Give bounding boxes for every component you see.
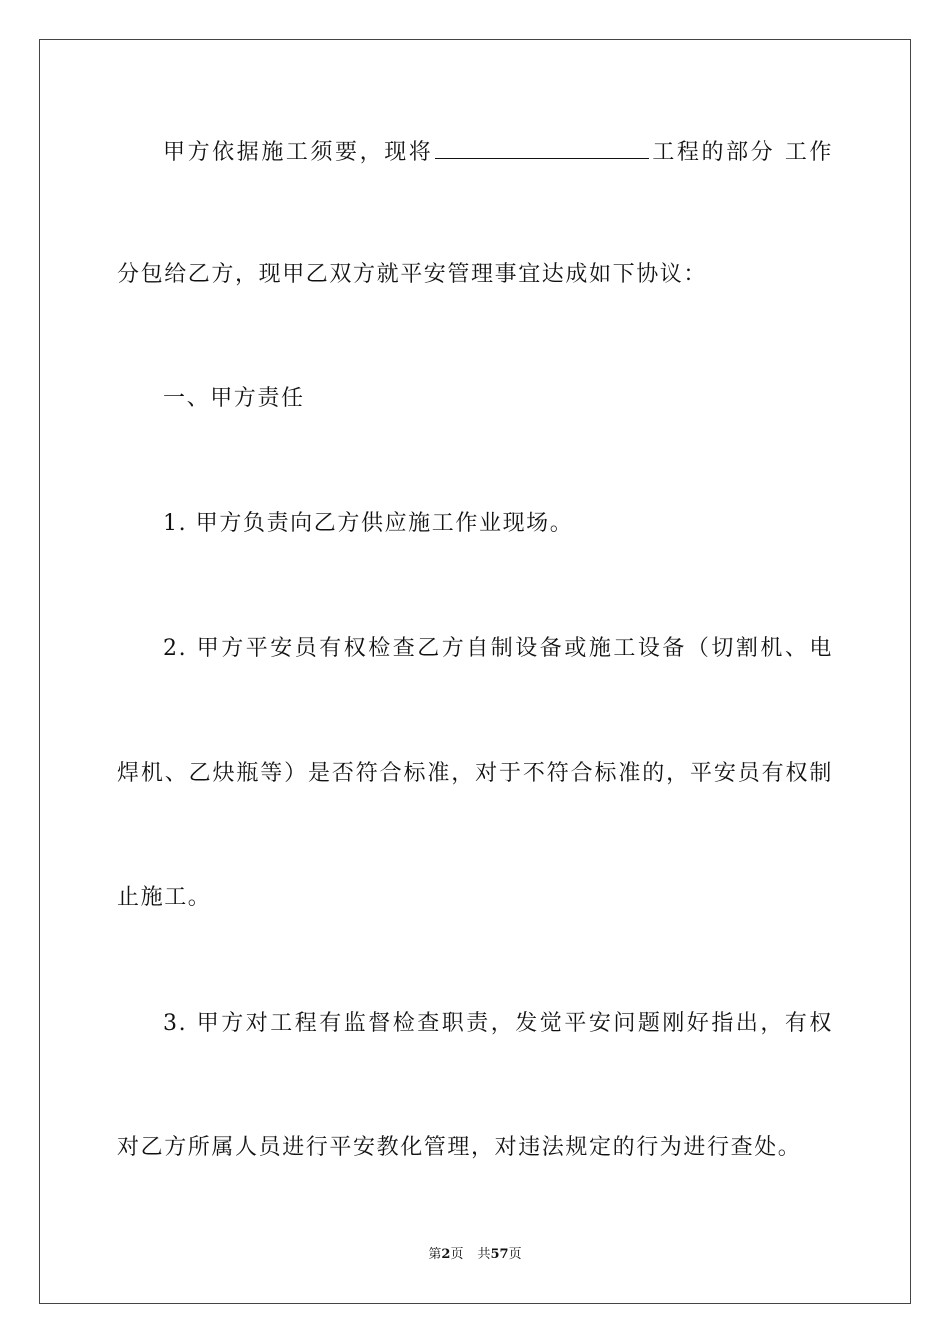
intro-text-before-blank: 甲方依据施工须要，现将 — [163, 140, 434, 165]
item-2-line2: 焊机、乙炔瓶等）是否符合标准，对于不符合标准的，平安员有权制 — [117, 761, 833, 786]
page-footer — [0, 1246, 950, 1264]
paragraph-intro-line2: 分包给乙方，现甲乙双方就平安管理事宜达成如下协议： — [117, 262, 708, 287]
footer-total-unit: 页 — [508, 1247, 522, 1262]
intro-text-after-blank: 工程的部分 工作 — [651, 140, 833, 165]
footer-total-pages: 57 — [490, 1247, 509, 1262]
project-name-blank — [435, 136, 649, 159]
item-1: 1. 甲方负责向乙方供应施工作业现场。 — [163, 511, 574, 536]
paragraph-intro-line1 — [117, 136, 833, 168]
footer-prefix: 第 — [428, 1247, 442, 1262]
footer-total-prefix: 共 — [477, 1247, 491, 1262]
page-border — [39, 39, 911, 1304]
item-3-line2: 对乙方所属人员进行平安教化管理，对违法规定的行为进行查处。 — [117, 1135, 802, 1160]
section-heading-party-a: 一、甲方责任 — [163, 386, 305, 411]
footer-page-unit: 页 — [450, 1247, 464, 1262]
footer-current-page: 2 — [441, 1247, 451, 1262]
item-3-line1: 3. 甲方对工程有监督检查职责，发觉平安问题刚好指出，有权 — [163, 1011, 833, 1036]
item-2-line3: 止施工。 — [117, 885, 212, 910]
item-2-line1: 2. 甲方平安员有权检查乙方自制设备或施工设备（切割机、电 — [163, 636, 833, 661]
